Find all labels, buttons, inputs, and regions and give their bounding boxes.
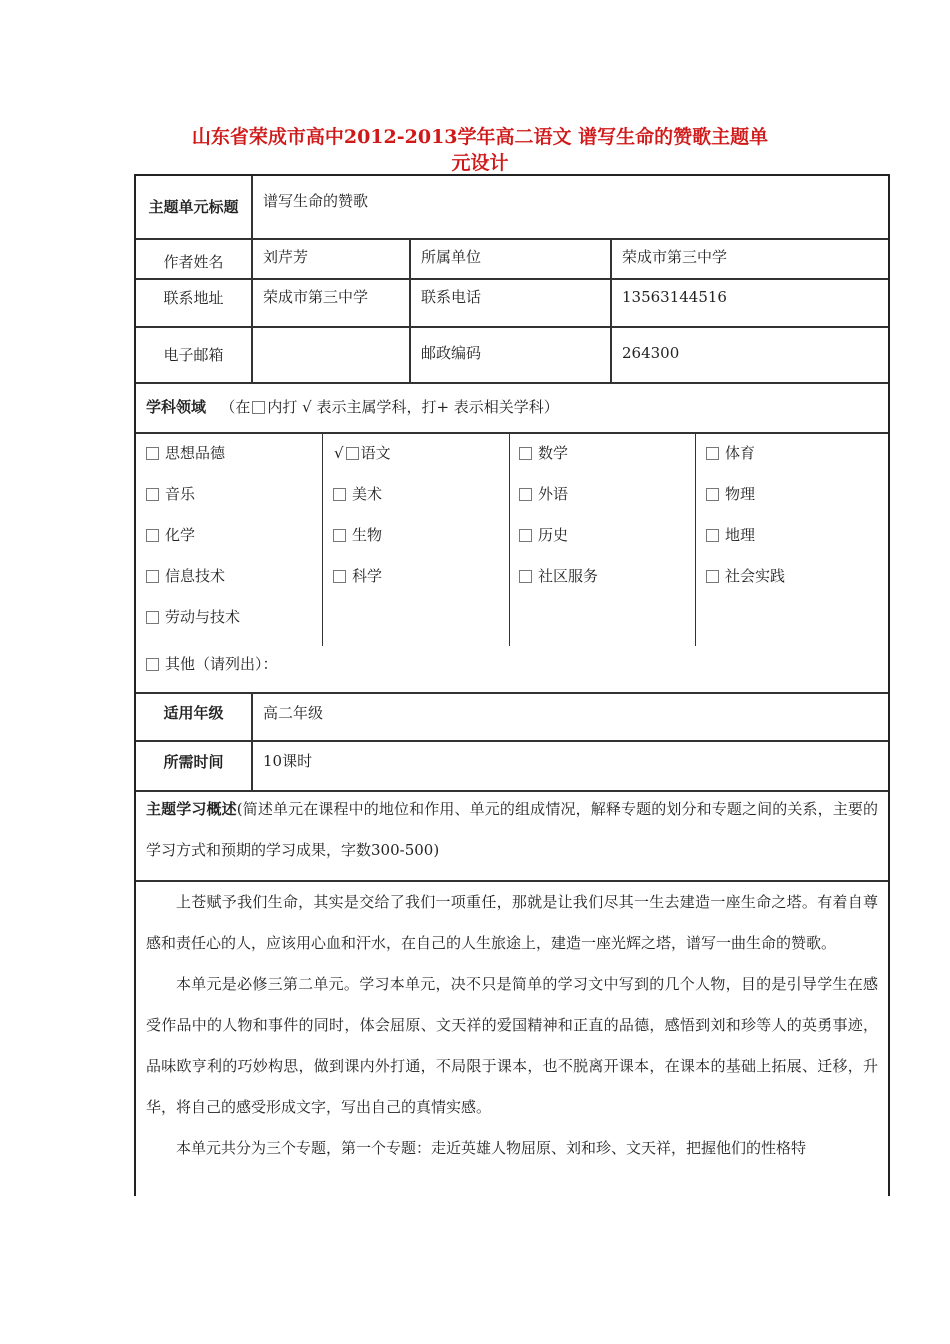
- subject-item[interactable]: 社会实践: [706, 566, 785, 586]
- subject-grid: [136, 432, 888, 692]
- checkbox-icon[interactable]: [146, 570, 159, 583]
- phone-value: 13563144516: [610, 280, 888, 326]
- grade-label: 适用年级: [163, 704, 224, 722]
- address-label: 联系地址: [163, 289, 224, 307]
- document-title: [135, 124, 825, 176]
- address-value: 荣成市第三中学: [251, 280, 409, 326]
- checkbox-icon[interactable]: [706, 488, 719, 501]
- subject-item[interactable]: 信息技术: [146, 566, 225, 586]
- checkbox-icon[interactable]: [333, 570, 346, 583]
- postal-label: 邮政编码: [409, 328, 610, 382]
- checkbox-icon[interactable]: [519, 488, 532, 501]
- author-value: 刘芹芳: [251, 240, 409, 278]
- checkbox-icon[interactable]: [333, 529, 346, 542]
- checkbox-icon[interactable]: [706, 447, 719, 460]
- subject-item[interactable]: 美术: [333, 484, 382, 504]
- time-value: 10课时: [251, 742, 888, 790]
- title-line-2: 元设计: [451, 152, 509, 174]
- checkbox-icon: [252, 401, 265, 414]
- unit-label: 所属单位: [409, 240, 610, 278]
- subject-item[interactable]: 劳动与技术: [146, 607, 240, 627]
- checkbox-icon[interactable]: [519, 447, 532, 460]
- subject-heading-row: [136, 382, 888, 432]
- overview-paragraph-2: 本单元是必修三第二单元。学习本单元，决不只是简单的学习文中写到的几个人物，目的是引导学生在感受作品中的人物和事件的同时，体会屈原、文天祥的爱国精神和正直的品德，感悟到刘和珍等人的英勇事迹，品味欧亨利的巧妙构思，做到课内外打通，不局限于课本，也不脱离开课本，在课本的基础上拓展、迁移，升华，将自己的感受形成文字，写出自己的真情实感。: [146, 975, 878, 1116]
- checkbox-icon[interactable]: [333, 488, 346, 501]
- checkbox-icon[interactable]: [706, 529, 719, 542]
- overview-body: [136, 880, 888, 1196]
- time-label: 所需时间: [163, 753, 224, 771]
- grid-divider-1: [322, 434, 323, 646]
- subject-item[interactable]: 化学: [146, 525, 195, 545]
- title-line-1: 山东省荣成市高中2012-2013学年高二语文 谱写生命的赞歌主题单: [191, 126, 769, 148]
- subject-note-b: 内打 √ 表示主属学科，打+ 表示相关学科）: [267, 398, 559, 416]
- author-row: [136, 238, 888, 278]
- overview-paragraph-1: 上苍赋予我们生命，其实是交给了我们一项重任，那就是让我们尽其一生去建造一座生命之塔。有着自尊感和责任心的人，应该用心血和汗水，在自己的人生旅途上，建造一座光辉之塔，谱写一曲生命的赞歌。: [146, 893, 878, 952]
- subject-item-checked[interactable]: √ 语文: [334, 444, 391, 462]
- subject-item[interactable]: 物理: [706, 484, 755, 504]
- email-value: [251, 328, 409, 382]
- checkbox-icon[interactable]: [146, 447, 159, 460]
- checkbox-icon[interactable]: [146, 529, 159, 542]
- checkbox-icon[interactable]: [519, 570, 532, 583]
- subject-note-a: （在: [220, 398, 251, 416]
- phone-label: 联系电话: [409, 280, 610, 326]
- theme-label: 主题单元标题: [148, 198, 239, 216]
- check-mark: √: [334, 444, 344, 462]
- overview-heading-row: [136, 790, 888, 880]
- overview-note: (简述单元在课程中的地位和作用、单元的组成情况，解释专题的划分和专题之间的关系，主要的学习方式和预期的学习成果，字数300-500): [146, 800, 878, 859]
- email-label: 电子邮箱: [163, 346, 224, 364]
- grade-value: 高二年级: [251, 694, 888, 740]
- author-label: 作者姓名: [163, 253, 224, 271]
- grid-divider-2: [509, 434, 510, 646]
- checkbox-icon[interactable]: [146, 488, 159, 501]
- subject-heading-label: 学科领域: [146, 398, 207, 416]
- address-row: [136, 278, 888, 326]
- time-row: [136, 740, 888, 790]
- checkbox-icon[interactable]: [346, 447, 359, 460]
- checkbox-icon[interactable]: [146, 658, 159, 671]
- overview-heading-label: 主题学习概述: [146, 800, 237, 818]
- subject-item[interactable]: 思想品德: [146, 443, 225, 463]
- subject-item[interactable]: 外语: [519, 484, 568, 504]
- theme-row: [136, 176, 888, 238]
- postal-value: 264300: [610, 328, 888, 382]
- grade-row: [136, 692, 888, 740]
- subject-item[interactable]: 体育: [706, 443, 755, 463]
- checkbox-icon[interactable]: [519, 529, 532, 542]
- unit-design-table: [134, 174, 890, 1196]
- grid-divider-3: [695, 434, 696, 646]
- subject-item[interactable]: 社区服务: [519, 566, 598, 586]
- subject-item[interactable]: 历史: [519, 525, 568, 545]
- email-row: [136, 326, 888, 382]
- overview-paragraph-3: 本单元共分为三个专题，第一个专题：走近英雄人物屈原、刘和珍、文天祥，把握他们的性格特: [176, 1139, 807, 1157]
- subject-item[interactable]: 地理: [706, 525, 755, 545]
- subject-other[interactable]: 其他（请列出）：: [146, 654, 278, 674]
- subject-heading: [136, 384, 888, 432]
- subject-item[interactable]: 音乐: [146, 484, 195, 504]
- unit-value: 荣成市第三中学: [610, 240, 888, 278]
- subject-item[interactable]: 科学: [333, 566, 382, 586]
- subject-item[interactable]: 数学: [519, 443, 568, 463]
- subject-item[interactable]: 生物: [333, 525, 382, 545]
- checkbox-icon[interactable]: [146, 611, 159, 624]
- theme-value: 谱写生命的赞歌: [251, 176, 888, 238]
- checkbox-icon[interactable]: [706, 570, 719, 583]
- overview-heading: [136, 789, 888, 871]
